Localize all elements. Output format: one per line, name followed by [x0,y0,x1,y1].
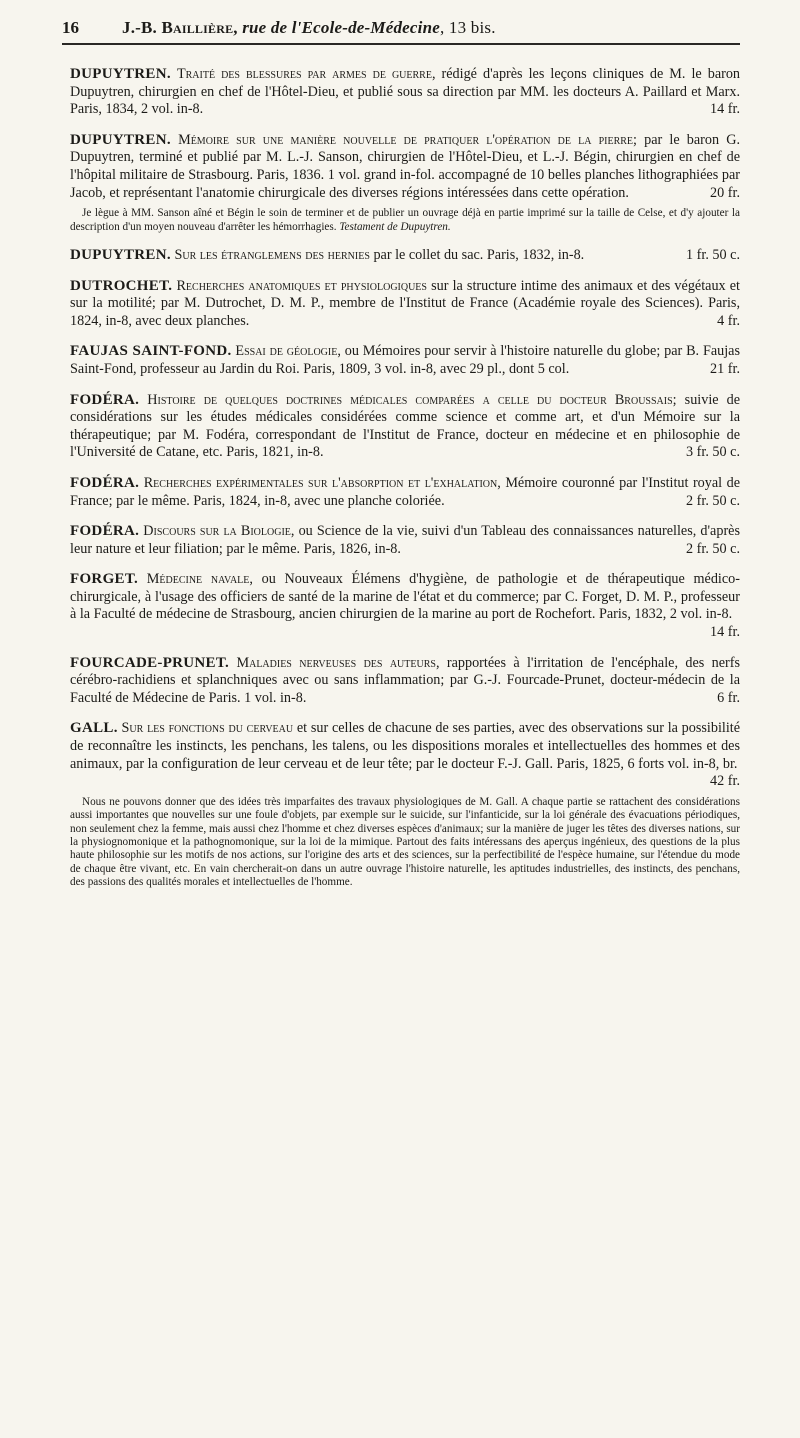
entry-author: DUPUYTREN. [70,246,171,263]
entry-price: 6 fr. [717,689,740,706]
catalogue-entry [70,278,740,331]
entry-title: Sur les étranglemens des hernies [174,246,370,263]
entry-author: FAUJAS SAINT-FOND. [70,343,232,360]
entry-body: ou Science de la vie, suivi d'un Tableau des connaissances naturelles, d'après leur nature et leur filiation; par le même. Paris, 1826, in-8. [70,523,740,557]
entry-note [70,796,740,890]
entry-price: 2 fr. 50 c. [686,540,740,557]
entry-author: FODÉRA. [70,474,140,491]
catalogue-entry [70,523,740,558]
entry-author: FOURCADE-PRUNET. [70,654,230,671]
note-text: Je lègue à MM. Sanson aîné et Bégin le soin de terminer et de publier un ouvrage déjà en partie imprimé sur la taille de Celse, et d'y ajouter la description d'un moyen nouveau d'arrêter les hémorrhagies. [70,207,740,233]
entry-body: ou Nouveaux Élémens d'hygiène, de pathologie et de thérapeutique médico-chirurgicale, à l'usage des officiers de santé de la marine de l'état et du commerce; par C. Forget, D. M. P., professeur à la Faculté de médecine de Strasbourg, ancien chirurgien de la marine au port de Rochefort. Paris, 1832, 2 vol. in-8. [70,571,740,623]
entry-author: FORGET. [70,571,139,588]
publisher-address-number: , 13 bis. [440,18,496,37]
entry-price: 4 fr. [717,312,740,329]
entry-author: DUPUYTREN. [70,131,171,148]
entry-title: Discours sur la Biologie, [143,523,295,540]
page-number: 16 [62,18,79,37]
entry-author: DUTROCHET. [70,277,173,294]
entry-body: et sur celles de chacune de ses parties, avec des observations sur la possibilité de reconnaître les instincts, les penchans, les talens, ou les dispositions morales et intellectuelles des hommes et des animaux, par la configuration de leur cerveau et de leur tête; par le docteur F.-J. Gall. Paris, 1825, 6 forts vol. in-8, br. [70,720,741,772]
entry-author: GALL. [70,720,118,737]
entry-title: Mémoire sur une manière nouvelle de pratiquer l'opération de la pierre; [178,131,637,148]
entry-author: FODÉRA. [70,391,140,408]
entry-price: 3 fr. 50 c. [686,444,740,461]
entry-body: suivie de considérations sur les études médicales considérées comme science et comme art, et d'un Mémoire sur la thérapeutique; par M. Fodéra, correspondant de l'Institut de France, docteur en médecine et en philosophie de l'Université de Catane, etc. Paris, 1821, in-8. [70,391,741,461]
catalogue-entry [70,247,740,265]
entry-price: 20 fr. [710,184,740,201]
entry-body: sur la structure intime des animaux et des végétaux et sur la motilité; par M. Dutrochet, D. M. P., membre de l'Institut de France (Académie royale des Sciences). Paris, 1824, in-8, avec deux planches. [70,277,741,329]
entry-price: 14 fr. [710,101,740,118]
running-head [62,18,740,52]
entry-price: 2 fr. 50 c. [686,492,740,509]
entry-price: 14 fr. [710,624,740,641]
entry-author: FODÉRA. [70,523,140,540]
entry-body: Mémoire couronné par l'Institut royal de France; par le même. Paris, 1824, in-8, avec une planche coloriée. [70,474,741,509]
entry-title: Maladies nerveuses des auteurs, [236,654,440,671]
catalogue-entry [70,392,740,462]
publisher-name: J.-B. Baillière, [122,18,238,37]
catalogue-entries [70,66,740,903]
entry-note [70,207,740,234]
entry-title: Sur les fonctions du cerveau [121,720,294,737]
header-title [122,18,496,38]
entry-title: Recherches anatomiques et physiologiques [176,277,427,294]
catalogue-entry [70,720,740,790]
entry-price: 21 fr. [710,360,740,377]
entry-title: Histoire de quelques doctrines médicales comparées a celle du docteur Broussais; [147,391,677,408]
entry-author: DUPUYTREN. [70,66,171,82]
entry-body: rapportées à l'irritation de l'encéphale, des nerfs cérébro-rachidiens et splanchniques avec ou sans inflammation; par G.-J. Fourcade-Prunet, docteur-médecin de la Faculté de Médecine de Paris. 1 vol. in-8. [70,654,740,706]
entry-title: Recherches expérimentales sur l'absorption et l'exhalation, [143,474,501,491]
entry-body: par le collet du sac. Paris, 1832, in-8. [373,246,585,263]
entry-title: Essai de géologie, [235,343,341,360]
catalogue-entry [70,66,740,119]
catalogue-entry [70,655,740,708]
note-source: Testament de Dupuytren. [339,220,451,233]
entry-body: ou Mémoires pour servir à l'histoire naturelle du globe; par B. Faujas Saint-Fond, professeur au Jardin du Roi. Paris, 1809, 3 vol. in-8, avec 29 pl., dont 5 col. [70,343,740,377]
catalogue-entry [70,132,740,202]
catalogue-entry [70,571,740,641]
entry-price: 1 fr. 50 c. [686,246,740,263]
entry-price: 42 fr. [710,773,740,790]
entry-body: par le baron G. Dupuytren, terminé et publié par M. L.-J. Sanson, chirurgien de l'Hôtel-Dieu, et L.-J. Bégin, chirurgien en chef de l'hôpital militaire de Strasbourg. Paris, 1836. 1 vol. grand in-fol. accompagné de 10 belles planches lithographiées par Jacob, et représentant l'anatomie chirurgicale des diverses régions intéressées dans cette opération. [70,131,741,201]
header-rule [62,43,740,45]
entry-title: Médecine navale, [146,571,253,588]
catalogue-entry [70,475,740,510]
catalogue-entry [70,343,740,378]
entry-title: Traité des blessures par armes de guerre, [176,66,436,82]
publisher-street: rue de l'Ecole-de-Médecine [242,18,440,37]
note-text: Nous ne pouvons donner que des idées très imparfaites des travaux physiologiques de M. Gall. A chaque partie se rattachent des considérations aussi importantes que nouvelles sur une foule d'objets, par exemple sur le suicide, sur l'infanticide, sur la loi générale des évacuations périodiques, non seulement chez la femme, mais aussi chez l'homme et chez diverses espèces d'animaux; sur la manière de juger les têtes des diverses nations, sur la physiognomonique et la pathognomonique, sur la loi de la mimique. Partout des faits intéressans des aperçus ingénieux, des questions de la plus haute philosophie sur les motifs de nos actions, sur l'origine des arts et des sciences, sur la perfectibilité de l'espèce humaine, sur l'étendue du mode de chaque être vivant, etc. En vain chercherait-on dans un autre ouvrage l'histoire naturelle, les aptitudes industrielles, des instincts, des penchans, des passions des qualités morales et intellectuelles de l'homme. [70,795,740,889]
entry-body: rédigé d'après les leçons cliniques de M. le baron Dupuytren, chirurgien en chef de l'Hôtel-Dieu, et publié sous sa direction par MM. les docteurs A. Paillard et Marx. Paris, 1834, 2 vol. in-8. [70,66,741,118]
